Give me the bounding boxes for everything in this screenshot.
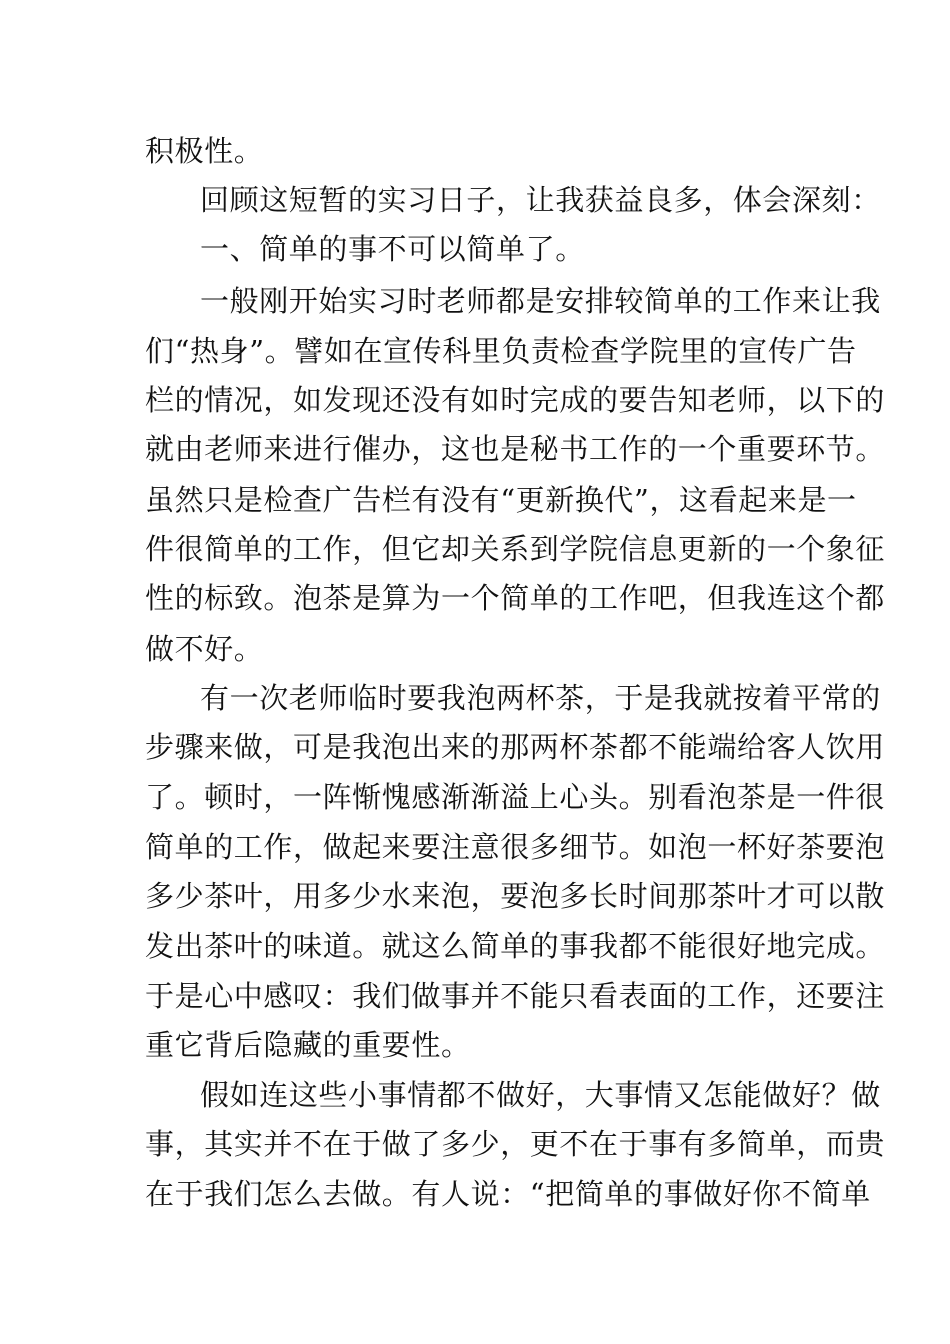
- text-line: 了。顿时，一阵惭愧感渐渐溢上心头。别看泡茶是一件很: [145, 780, 886, 814]
- text-line: 一般刚开始实习时老师都是安排较简单的工作来让我: [200, 284, 881, 318]
- text-line: 栏的情况，如发现还没有如时完成的要告知老师，以下的: [145, 383, 886, 417]
- text-line: 重它背后隐藏的重要性。: [145, 1028, 471, 1062]
- text-line: 回顾这短暂的实习日子，让我获益良多，体会深刻：: [200, 183, 881, 217]
- text-line: 虽然只是检查广告栏有没有“更新换代”，这看起来是一: [145, 483, 857, 517]
- text-line: 们“热身”。譬如在宣传科里负责检查学院里的宣传广告: [145, 334, 857, 368]
- text-line: 一、简单的事不可以简单了。: [200, 232, 585, 266]
- text-line: 简单的工作，做起来要注意很多细节。如泡一杯好茶要泡: [145, 830, 886, 864]
- text-line: 步骤来做，可是我泡出来的那两杯茶都不能端给客人饮用: [145, 730, 886, 764]
- text-line: 性的标致。泡茶是算为一个简单的工作吧，但我连这个都: [145, 581, 886, 615]
- text-line: 在于我们怎么去做。有人说：“把简单的事做好你不简单: [145, 1177, 871, 1211]
- text-line: 假如连这些小事情都不做好，大事情又怎能做好？做: [200, 1078, 881, 1112]
- text-line: 积极性。: [145, 134, 264, 168]
- text-line: 发出茶叶的味道。就这么简单的事我都不能很好地完成。: [145, 929, 886, 963]
- text-line: 做不好。: [145, 632, 264, 666]
- text-line: 事，其实并不在于做了多少，更不在于事有多简单，而贵: [145, 1127, 886, 1161]
- text-line: 于是心中感叹：我们做事并不能只看表面的工作，还要注: [145, 979, 886, 1013]
- text-line: 就由老师来进行催办，这也是秘书工作的一个重要环节。: [145, 432, 886, 466]
- text-line: 多少茶叶，用多少水来泡，要泡多长时间那茶叶才可以散: [145, 879, 886, 913]
- text-line: 有一次老师临时要我泡两杯茶，于是我就按着平常的: [200, 681, 881, 715]
- text-line: 件很简单的工作，但它却关系到学院信息更新的一个象征: [145, 532, 886, 566]
